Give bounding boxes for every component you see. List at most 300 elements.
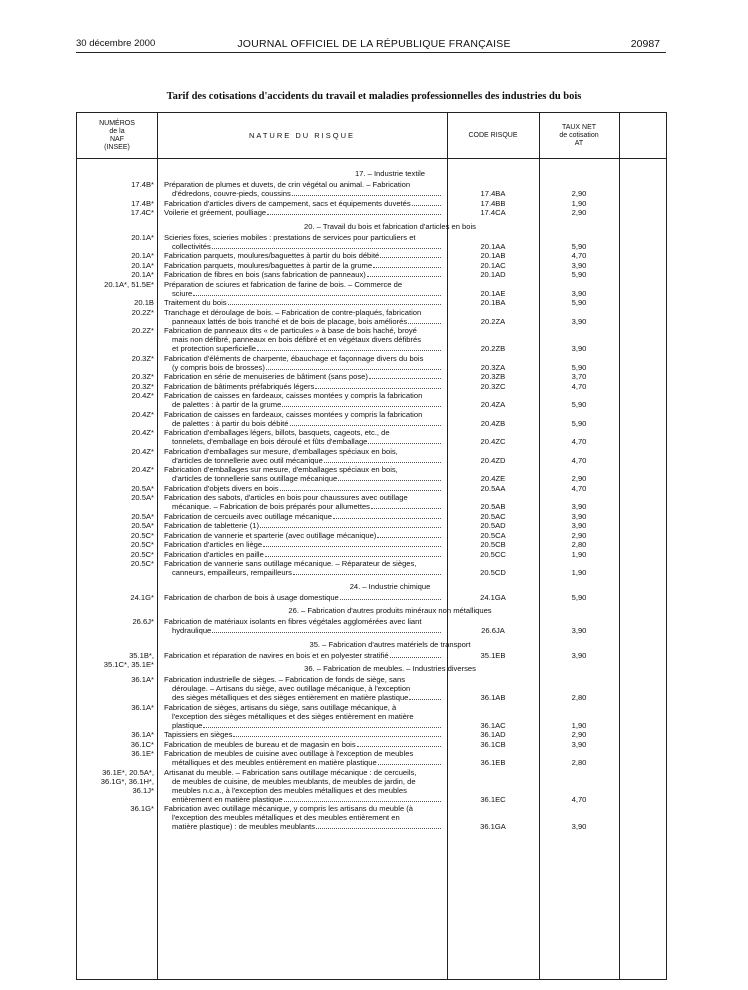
net-rate: 3,90 bbox=[571, 502, 587, 511]
risk-nature-line: collectivités bbox=[172, 241, 211, 251]
naf-code: 36.1E*, 20.5A*, 36.1G*, 36.1H*, 36.1J* bbox=[100, 767, 154, 795]
section-header bbox=[77, 636, 666, 651]
leader-dots bbox=[292, 189, 441, 196]
naf-code: 36.1E* bbox=[131, 749, 154, 758]
section-header bbox=[77, 578, 666, 593]
header-rule bbox=[76, 52, 666, 53]
risk-nature-line: mécanique. – Fabrication de bois préparés pour allumettes bbox=[172, 502, 370, 511]
risk-nature bbox=[164, 308, 442, 326]
risk-nature bbox=[164, 484, 442, 493]
risk-code: 20.4ZD bbox=[480, 455, 506, 465]
table-row bbox=[77, 251, 666, 260]
risk-nature-line: Fabrication de meubles de bureau et de magasin en bois bbox=[164, 739, 356, 749]
leader-dots bbox=[267, 208, 441, 215]
table-row bbox=[77, 749, 666, 767]
section-header bbox=[77, 660, 666, 675]
naf-code: 20.3Z* bbox=[131, 381, 154, 391]
risk-code: 20.1AC bbox=[480, 260, 506, 270]
risk-nature-line: Fabrication de bâtiments préfabriqués légers bbox=[164, 381, 315, 391]
table-row bbox=[77, 593, 666, 602]
risk-nature bbox=[164, 730, 442, 739]
naf-code: 20.5A* bbox=[131, 493, 154, 502]
naf-code: 20.3Z* bbox=[131, 372, 154, 381]
risk-code: 20.1BA bbox=[480, 298, 506, 307]
leader-dots bbox=[263, 540, 441, 547]
header-date: 30 décembre 2000 bbox=[76, 38, 156, 49]
section-title: 36. – Fabrication de meubles. – Industries diverses bbox=[304, 664, 476, 673]
risk-code: 20.4ZE bbox=[480, 474, 506, 483]
net-rate: 2,80 bbox=[571, 758, 587, 767]
table-row bbox=[77, 617, 666, 635]
risk-nature-line: Fabrication de matériaux isolants en fibres végétales agglomérées avec liant bbox=[164, 617, 422, 626]
leader-dots bbox=[282, 400, 441, 407]
page-number: 20987 bbox=[630, 38, 660, 50]
risk-code: 36.1EB bbox=[480, 758, 506, 767]
risk-nature bbox=[164, 280, 442, 298]
risk-code: 20.2ZB bbox=[480, 344, 506, 353]
risk-nature-line: Fabrication et réparation de navires en bois et en polyester stratifié bbox=[164, 650, 389, 660]
net-rate: 2,90 bbox=[571, 530, 587, 540]
net-rate: 1,90 bbox=[571, 720, 587, 730]
risk-nature bbox=[164, 559, 442, 577]
net-rate: 3,90 bbox=[571, 650, 587, 660]
risk-code: 20.1AA bbox=[480, 241, 506, 251]
risk-nature-line: Fabrication de fibres en bois (sans fabrication de panneaux) bbox=[164, 270, 366, 279]
risk-nature-line: Fabrication de sièges, artisans du siège, sans outillage mécanique, à bbox=[164, 702, 397, 712]
net-rate: 1,90 bbox=[571, 198, 587, 208]
section-title: 26. – Fabrication d'autres produits minéraux non métalliques bbox=[288, 606, 492, 615]
leader-dots bbox=[373, 261, 441, 268]
risk-nature-line: hydraulique bbox=[172, 626, 212, 635]
risk-nature-line: d'articles de tonnellerie sans outillage mécanique bbox=[172, 474, 338, 483]
risk-nature-line: Fabrication d'articles divers de campement, sacs et équipements duvetés bbox=[164, 198, 411, 208]
leader-dots bbox=[412, 199, 441, 206]
risk-nature-line: Fabrication des sabots, d'articles en bois pour chaussures avec outillage bbox=[164, 493, 408, 502]
leader-dots bbox=[324, 456, 441, 463]
risk-nature bbox=[164, 540, 442, 549]
risk-nature bbox=[164, 208, 442, 217]
naf-code: 24.1G* bbox=[130, 592, 154, 602]
risk-nature-line: Fabrication de panneaux dits « de particules » à base de bois haché, broyé bbox=[164, 326, 417, 335]
risk-nature-line: et protection superficielle bbox=[172, 344, 256, 353]
risk-nature bbox=[164, 326, 442, 353]
table-row bbox=[77, 428, 666, 446]
table-row bbox=[77, 484, 666, 493]
table-row bbox=[77, 308, 666, 326]
risk-code: 20.4ZB bbox=[480, 418, 506, 428]
risk-nature-line: Tranchage et déroulage de bois. – Fabrication de contre-plaqués, fabrication bbox=[164, 307, 422, 317]
risk-nature-line: Fabrication d'articles en liège bbox=[164, 540, 263, 549]
leader-dots bbox=[212, 242, 441, 249]
risk-code: 20.5AA bbox=[480, 483, 506, 493]
risk-nature-line: meubles n.c.a., à l'exception des meubles métalliques et des meubles bbox=[172, 785, 407, 795]
naf-code: 20.1A*, 51.5E* bbox=[104, 279, 154, 289]
table-row bbox=[77, 465, 666, 483]
risk-nature bbox=[164, 493, 442, 511]
net-rate: 2,90 bbox=[571, 730, 587, 739]
risk-nature-line: Fabrication d'articles en paille bbox=[164, 549, 264, 559]
risk-nature bbox=[164, 447, 442, 465]
net-rate: 2,90 bbox=[571, 474, 587, 483]
risk-code: 26.6JA bbox=[481, 626, 505, 635]
table-row bbox=[77, 233, 666, 251]
naf-code: 20.5A* bbox=[131, 511, 154, 521]
naf-code: 36.1G* bbox=[130, 804, 154, 813]
naf-code: 20.5C* bbox=[130, 540, 154, 549]
naf-code: 20.4Z* bbox=[131, 391, 154, 400]
naf-code: 20.1A* bbox=[131, 270, 154, 279]
net-rate: 5,90 bbox=[571, 241, 587, 251]
risk-nature bbox=[164, 199, 442, 208]
naf-code: 17.4B* bbox=[131, 180, 154, 189]
col-header-taux: TAUX NET de cotisation AT bbox=[559, 123, 599, 147]
naf-code: 36.1A* bbox=[131, 730, 154, 739]
risk-code: 36.1AD bbox=[480, 730, 506, 739]
risk-nature-line: Traitement du bois bbox=[164, 298, 227, 307]
section-title: 24. – Industrie chimique bbox=[349, 581, 431, 591]
section-header bbox=[77, 218, 666, 233]
naf-code: 20.5A* bbox=[131, 521, 154, 530]
risk-code: 17.4CA bbox=[480, 208, 506, 217]
leader-dots bbox=[266, 363, 441, 370]
risk-nature bbox=[164, 521, 442, 530]
risk-nature bbox=[164, 391, 442, 409]
risk-nature-line: Fabrication avec outillage mécanique, y compris les artisans du meuble (à bbox=[164, 804, 414, 813]
leader-dots bbox=[284, 795, 441, 802]
risk-code: 35.1EB bbox=[480, 650, 506, 660]
table-row bbox=[77, 199, 666, 208]
risk-nature-line: d'articles de tonnellerie avec outil mécanique bbox=[172, 455, 323, 465]
leader-dots bbox=[257, 344, 441, 351]
risk-nature-line: Fabrication parquets, moulures/baguettes à partir de la grume bbox=[164, 260, 373, 270]
table-row bbox=[77, 740, 666, 749]
col-header-naf: NUMÉROS de la NAF (INSEE) bbox=[99, 119, 135, 151]
leader-dots bbox=[212, 626, 441, 633]
table-row bbox=[77, 540, 666, 549]
risk-code: 20.3ZC bbox=[480, 381, 506, 391]
table-row bbox=[77, 550, 666, 559]
table-row bbox=[77, 261, 666, 270]
risk-nature-line: Fabrication parquets, moulures/baguettes à partir du bois débité bbox=[164, 251, 380, 260]
risk-code: 20.5CD bbox=[480, 568, 506, 577]
risk-nature bbox=[164, 512, 442, 521]
naf-code: 20.4Z* bbox=[131, 465, 154, 474]
risk-nature-line: de palettes : à partir de la grume bbox=[172, 400, 282, 409]
net-rate: 4,70 bbox=[571, 381, 587, 391]
risk-nature-line: Fabrication industrielle de sièges. – Fabrication de fonds de siège, sans bbox=[164, 675, 406, 684]
table-row bbox=[77, 410, 666, 428]
leader-dots bbox=[390, 651, 441, 658]
rates-table bbox=[76, 112, 667, 980]
risk-nature-line: Fabrication de caisses en fardeaux, caisses montées y compris la fabrication bbox=[164, 409, 423, 419]
risk-code: 20.5CB bbox=[480, 540, 506, 549]
risk-nature-line: Fabrication de vannerie et sparterie (avec outillage mécanique) bbox=[164, 530, 377, 540]
risk-nature-line: Artisanat du meuble. – Fabrication sans outillage mécanique : de cercueils, bbox=[164, 767, 417, 777]
risk-nature-line: de palettes : à partir du bois débité bbox=[172, 418, 289, 428]
risk-nature-line: Fabrication de caisses en fardeaux, caisses montées y compris la fabrication bbox=[164, 391, 423, 400]
risk-nature-line: plastique bbox=[172, 720, 203, 730]
section-title: 35. – Fabrication d'autres matériels de transport bbox=[309, 639, 471, 649]
section-header bbox=[77, 165, 666, 180]
leader-dots bbox=[340, 593, 441, 600]
table-row bbox=[77, 270, 666, 279]
risk-nature bbox=[164, 651, 442, 660]
risk-code: 24.1GA bbox=[480, 592, 506, 602]
naf-code: 26.6J* bbox=[132, 617, 154, 626]
risk-code: 20.3ZA bbox=[480, 362, 506, 372]
risk-nature-line: Fabrication d'objets divers en bois bbox=[164, 483, 279, 493]
col-header-code: CODE RISQUE bbox=[468, 131, 518, 139]
leader-dots bbox=[338, 474, 441, 481]
naf-code: 36.1A* bbox=[131, 702, 154, 712]
risk-nature bbox=[164, 768, 442, 804]
net-rate: 3,90 bbox=[571, 316, 587, 326]
risk-code: 20.5CC bbox=[480, 549, 506, 559]
leader-dots bbox=[290, 419, 441, 426]
risk-nature bbox=[164, 428, 442, 446]
table-body bbox=[77, 165, 666, 832]
net-rate: 5,90 bbox=[571, 400, 587, 409]
table-row bbox=[77, 372, 666, 381]
journal-title: JOURNAL OFFICIEL DE LA RÉPUBLIQUE FRANÇAISE bbox=[237, 38, 511, 50]
risk-nature-line: Fabrication de charbon de bois à usage domestique bbox=[164, 592, 339, 602]
net-rate: 2,90 bbox=[571, 189, 587, 198]
leader-dots bbox=[315, 382, 441, 389]
risk-nature-line: Fabrication de tabletterie (1) bbox=[164, 521, 259, 530]
naf-code: 20.1A* bbox=[131, 251, 154, 260]
net-rate: 5,90 bbox=[571, 298, 587, 307]
risk-nature-line: Fabrication d'emballages sur mesure, d'emballages spéciaux en bois, bbox=[164, 446, 398, 456]
risk-nature-line: entièrement en matière plastique bbox=[172, 794, 283, 804]
risk-code: 20.5AC bbox=[480, 511, 506, 521]
page-header bbox=[0, 38, 748, 52]
section-title: 17. – Industrie textile bbox=[354, 169, 426, 178]
naf-code: 36.1C* bbox=[130, 739, 154, 749]
naf-code: 20.5C* bbox=[130, 559, 154, 568]
risk-nature-line: déroulage. – Artisans du siège, avec outillage mécanique, à l'exception bbox=[172, 684, 411, 693]
risk-nature bbox=[164, 410, 442, 428]
risk-nature-line: Fabrication de cercueils avec outillage mécanique bbox=[164, 511, 333, 521]
net-rate: 4,70 bbox=[571, 455, 587, 465]
risk-nature-line: Fabrication d'éléments de charpente, ébauchage et façonnage divers du bois bbox=[164, 353, 424, 363]
risk-code: 17.4BA bbox=[480, 189, 506, 198]
risk-code: 36.1AB bbox=[480, 693, 506, 702]
risk-nature-line: l'exception des meubles métalliques et des meubles entièrement en bbox=[172, 813, 400, 822]
risk-code: 20.5AB bbox=[480, 502, 506, 511]
table-row bbox=[77, 180, 666, 198]
leader-dots bbox=[371, 502, 441, 509]
table-row bbox=[77, 730, 666, 739]
table-row bbox=[77, 447, 666, 465]
risk-nature bbox=[164, 261, 442, 270]
net-rate: 3,70 bbox=[571, 372, 587, 381]
risk-nature-line: métalliques et des meubles entièrement en matière plastique bbox=[172, 758, 377, 767]
risk-code: 20.1AD bbox=[480, 270, 506, 279]
naf-code: 20.3Z* bbox=[131, 353, 154, 363]
leader-dots bbox=[203, 721, 441, 728]
naf-code: 20.5C* bbox=[130, 549, 154, 559]
risk-nature bbox=[164, 382, 442, 391]
net-rate: 3,90 bbox=[571, 626, 587, 635]
net-rate: 3,90 bbox=[571, 822, 587, 831]
table-row bbox=[77, 382, 666, 391]
leader-dots bbox=[367, 270, 441, 277]
risk-nature bbox=[164, 617, 442, 635]
leader-dots bbox=[280, 484, 441, 491]
naf-code: 35.1B*, 35.1C*, 35.1E* bbox=[103, 650, 154, 669]
risk-nature-line: Fabrication en série de menuiseries de bâtiment (sans pose) bbox=[164, 372, 368, 381]
leader-dots bbox=[233, 730, 441, 737]
risk-code: 20.5CA bbox=[480, 530, 506, 540]
table-row bbox=[77, 559, 666, 577]
risk-code: 20.1AB bbox=[480, 251, 506, 260]
risk-nature bbox=[164, 372, 442, 381]
risk-nature bbox=[164, 180, 442, 198]
naf-code: 17.4B* bbox=[131, 198, 154, 208]
net-rate: 3,90 bbox=[571, 739, 587, 749]
section-title: 20. – Travail du bois et fabrication d'articles en bois bbox=[304, 221, 476, 231]
risk-code: 20.2ZA bbox=[480, 316, 506, 326]
leader-dots bbox=[368, 437, 441, 444]
risk-nature bbox=[164, 251, 442, 260]
leader-dots bbox=[409, 693, 441, 700]
net-rate: 1,90 bbox=[571, 549, 587, 559]
leader-dots bbox=[260, 521, 441, 528]
risk-nature-line: Voilerie et gréement, poulliage bbox=[164, 208, 267, 217]
leader-dots bbox=[378, 758, 441, 765]
risk-nature-line: matière plastique) : de meubles meublants bbox=[172, 822, 316, 831]
risk-nature bbox=[164, 550, 442, 559]
risk-nature-line: Fabrication d'emballages sur mesure, d'emballages spéciaux en bois, bbox=[164, 465, 398, 474]
net-rate: 4,70 bbox=[571, 437, 587, 446]
net-rate: 4,70 bbox=[571, 483, 587, 493]
risk-code: 36.1EC bbox=[480, 794, 506, 804]
risk-nature-line: l'exception des sièges métalliques et des sièges entièrement en matière bbox=[172, 711, 414, 721]
risk-nature bbox=[164, 270, 442, 279]
risk-nature-line: mais non défibré, panneaux en bois défibré et en végétaux divers défibrés bbox=[172, 335, 422, 344]
leader-dots bbox=[228, 298, 441, 305]
risk-code: 17.4BB bbox=[480, 198, 506, 208]
net-rate: 3,90 bbox=[571, 260, 587, 270]
table-row bbox=[77, 531, 666, 540]
risk-code: 36.1AC bbox=[480, 720, 506, 730]
leader-dots bbox=[193, 289, 441, 296]
net-rate: 4,70 bbox=[571, 794, 587, 804]
risk-nature-line: (y compris bois de brosses) bbox=[172, 362, 265, 372]
net-rate: 3,90 bbox=[571, 344, 587, 353]
risk-nature-line: d'édredons, couvre-pieds, coussins bbox=[172, 189, 291, 198]
naf-code: 20.1A* bbox=[131, 260, 154, 270]
net-rate: 3,90 bbox=[571, 511, 587, 521]
table-row bbox=[77, 521, 666, 530]
col-header-nature: NATURE DU RISQUE bbox=[248, 130, 356, 140]
net-rate: 2,90 bbox=[571, 208, 587, 217]
table-row bbox=[77, 354, 666, 372]
table-row bbox=[77, 512, 666, 521]
section-header bbox=[77, 602, 666, 617]
naf-code: 20.5A* bbox=[131, 483, 154, 493]
net-rate: 4,70 bbox=[571, 251, 587, 260]
table-row bbox=[77, 280, 666, 298]
leader-dots bbox=[333, 512, 441, 519]
table-row bbox=[77, 391, 666, 409]
net-rate: 5,90 bbox=[571, 362, 587, 372]
table-title: Tarif des cotisations d'accidents du travail et maladies professionnelles des industries du bois bbox=[166, 91, 582, 102]
net-rate: 3,90 bbox=[571, 288, 587, 298]
risk-nature-line: Fabrication de meubles de cuisine avec outillage à l'exception de meubles bbox=[164, 749, 414, 758]
naf-code: 20.2Z* bbox=[131, 307, 154, 317]
risk-nature bbox=[164, 703, 442, 730]
table-row bbox=[77, 768, 666, 804]
leader-dots bbox=[316, 822, 441, 829]
naf-code: 20.5C* bbox=[130, 530, 154, 540]
risk-nature-line: Fabrication d'emballages légers, billots, basquets, cageots, etc., de bbox=[164, 428, 390, 437]
risk-code: 20.5AD bbox=[480, 521, 506, 530]
leader-dots bbox=[265, 550, 441, 557]
naf-code: 20.2Z* bbox=[131, 326, 154, 335]
naf-code: 20.1A* bbox=[131, 232, 154, 242]
risk-nature-line: Fabrication de vannerie sans outillage mécanique. – Réparateur de sièges, bbox=[164, 559, 417, 568]
risk-code: 20.3ZB bbox=[480, 372, 506, 381]
risk-nature bbox=[164, 740, 442, 749]
table-row bbox=[77, 326, 666, 353]
net-rate: 3,90 bbox=[571, 521, 587, 530]
naf-code: 36.1A* bbox=[131, 675, 154, 684]
naf-code: 17.4C* bbox=[130, 208, 154, 217]
risk-nature bbox=[164, 354, 442, 372]
risk-nature-line: Préparation de sciures et fabrication de farine de bois. – Commerce de bbox=[164, 279, 403, 289]
risk-nature-line: Tapissiers en sièges bbox=[164, 730, 233, 739]
naf-code: 20.4Z* bbox=[131, 428, 154, 437]
risk-nature-line: des sièges métalliques et des sièges entièrement en matière plastique bbox=[172, 693, 409, 702]
risk-nature bbox=[164, 298, 442, 307]
risk-nature-line: tonnelets, d'emballage en bois déroulé et fûts d'emballage bbox=[172, 437, 368, 446]
risk-code: 20.1AE bbox=[480, 288, 506, 298]
risk-nature-line: canneurs, empailleurs, rempailleurs bbox=[172, 568, 292, 577]
leader-dots bbox=[408, 317, 441, 324]
header-rule bbox=[77, 158, 666, 159]
risk-nature-line: de meubles de cuisine, de meubles meublants, de meubles de jardin, de bbox=[172, 776, 416, 786]
table-row bbox=[77, 675, 666, 702]
net-rate: 5,90 bbox=[571, 418, 587, 428]
risk-nature-line: Scieries fixes, scieries mobiles : prestations de services pour particuliers et bbox=[164, 232, 416, 242]
risk-nature-line: sciure bbox=[172, 288, 193, 298]
net-rate: 1,90 bbox=[571, 568, 587, 577]
table-row bbox=[77, 703, 666, 730]
risk-nature bbox=[164, 675, 442, 702]
risk-code: 36.1CB bbox=[480, 739, 506, 749]
risk-nature-line: panneaux lattés de bois tranché et de bois de placage, bois améliorés bbox=[172, 316, 408, 326]
leader-dots bbox=[293, 568, 441, 575]
leader-dots bbox=[380, 251, 441, 258]
risk-nature bbox=[164, 465, 442, 483]
risk-code: 20.4ZC bbox=[480, 437, 506, 446]
table-row bbox=[77, 493, 666, 511]
risk-nature-line: Préparation de plumes et duvets, de crin végétal ou animal. – Fabrication bbox=[164, 180, 411, 189]
risk-nature bbox=[164, 531, 442, 540]
net-rate: 2,80 bbox=[571, 540, 587, 549]
risk-nature bbox=[164, 804, 442, 831]
leader-dots bbox=[369, 372, 441, 379]
leader-dots bbox=[357, 740, 441, 747]
naf-code: 20.4Z* bbox=[131, 409, 154, 419]
table-row bbox=[77, 208, 666, 217]
naf-code: 20.1B bbox=[134, 298, 154, 307]
table-row bbox=[77, 298, 666, 307]
leader-dots bbox=[377, 531, 441, 538]
risk-nature bbox=[164, 749, 442, 767]
table-row bbox=[77, 804, 666, 831]
